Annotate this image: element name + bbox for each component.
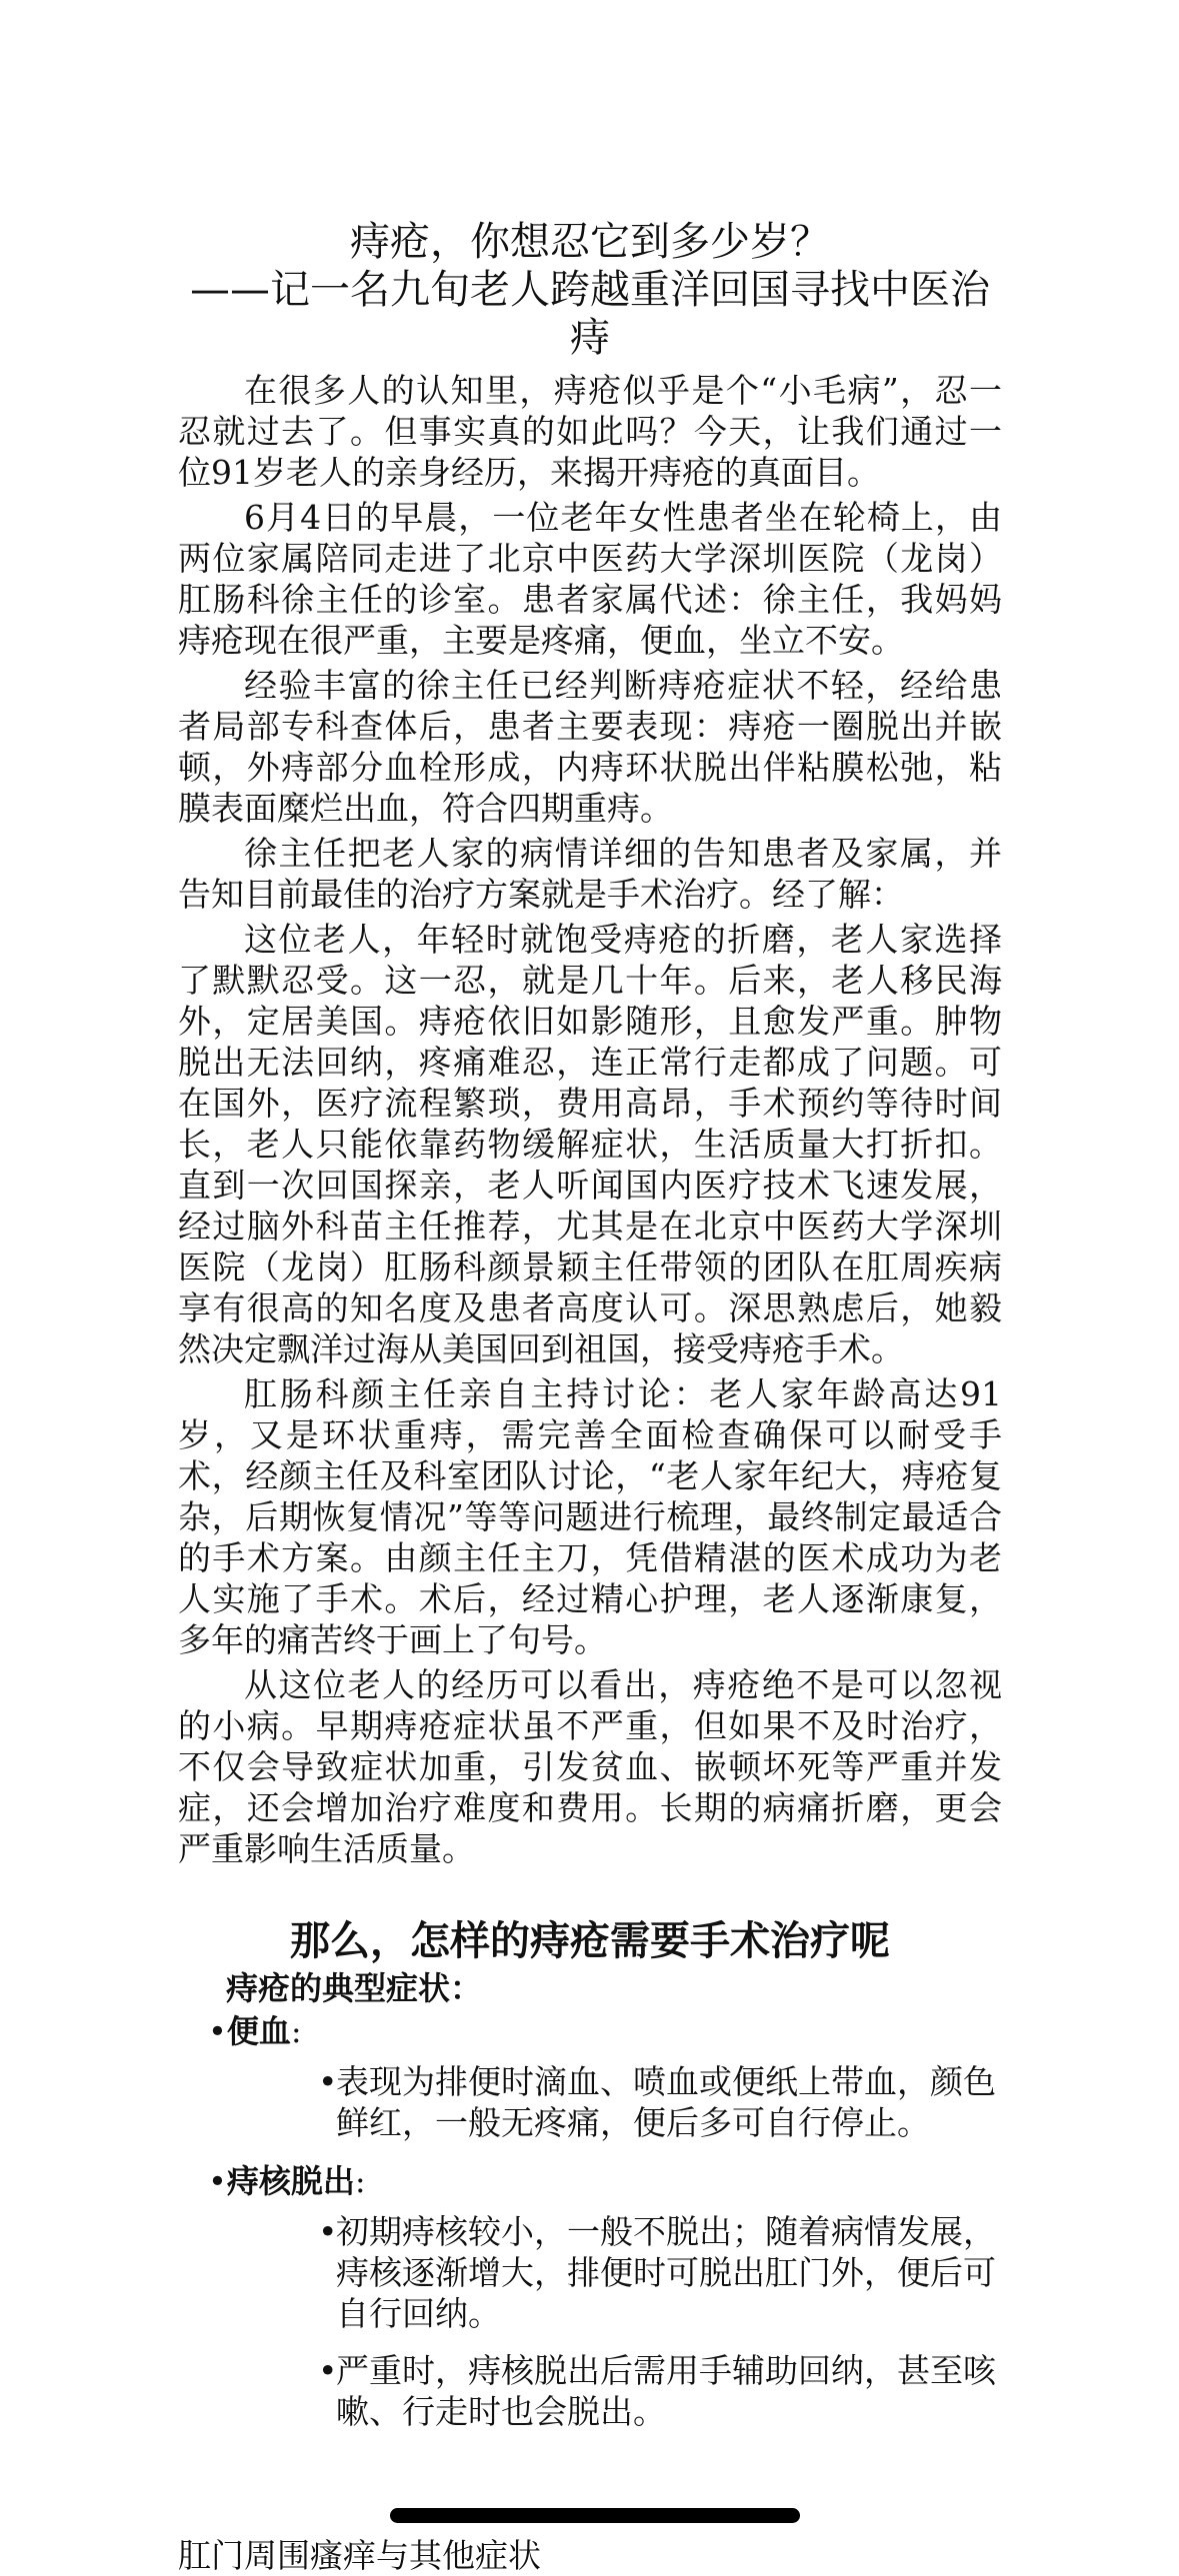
paragraph-7: 从这位老人的经历可以看出，痔疮绝不是可以忽视的小病。早期痔疮症状虽不严重，但如果不及时治疗，不仅会导致症状加重，引发贫血、嵌顿坏死等严重并发症，还会增加治疗难度和费用。长期的病痛折磨，更会严重影响生活质量。 [178, 1665, 1002, 1868]
sub-bullet-marker: • [318, 2212, 338, 2251]
sub-item [318, 2211, 1002, 2334]
bullet-prolapse [208, 2159, 1002, 2432]
bullet-label-prolapse: 痔核脱出 [226, 2162, 355, 2200]
sub-item-text: 表现为排便时滴血、喷血或便纸上带血，颜色鲜红，一般无疼痛，便后多可自行停止。 [336, 2062, 996, 2142]
home-indicator[interactable] [390, 2508, 800, 2523]
section-heading: 那么，怎样的痔疮需要手术治疗呢 [290, 1918, 890, 1964]
sub-item [318, 2061, 1002, 2143]
paragraph-3: 经验丰富的徐主任已经判断痔疮症状不轻，经给患者局部专科查体后，患者主要表现：痔疮一圈脱出并嵌顿，外痔部分血栓形成，内痔环状脱出伴粘膜松弛，粘膜表面糜烂出血，符合四期重痔。 [178, 666, 1002, 828]
bullet-label-blood: 便血 [226, 2012, 291, 2050]
bullet-colon: : [290, 2012, 302, 2050]
article-title: 痔疮，你想忍它到多少岁？ [350, 219, 830, 265]
article-subtitle: ——记一名九旬老人跨越重洋回国寻找中医治痔 [190, 267, 990, 361]
sub-list-prolapse [208, 2211, 1002, 2432]
sub-list-blood [208, 2061, 1002, 2143]
sub-item-text: 严重时，痔核脱出后需用手辅助回纳，甚至咳嗽、行走时也会脱出。 [336, 2351, 996, 2431]
paragraph-1: 在很多人的认知里，痔疮似乎是个“小毛病”，忍一忍就过去了。但事实真的如此吗？今天，让我们通过一位91岁老人的亲身经历，来揭开痔疮的真面目。 [178, 371, 1002, 492]
paragraph-6: 肛肠科颜主任亲自主持讨论：老人家年龄高达91岁，又是环状重痔，需完善全面检查确保可以耐受手术，经颜主任及科室团队讨论，“老人家年纪大，痔疮复杂，后期恢复情况”等等问题进行梳理，最终制定最适合的手术方案。由颜主任主刀，凭借精湛的医术成功为老人实施了手术。术后，经过精心护理，老人逐渐康复，多年的痛苦终于画上了句号。 [178, 1374, 1002, 1659]
bullet-marker: • [208, 2162, 227, 2200]
sub-bullet-marker: • [318, 2062, 338, 2101]
cut-off-text-line: 肛门周围瘙痒与其他症状 [178, 2536, 541, 2575]
sub-bullet-marker: • [318, 2351, 338, 2390]
bullet-blood-in-stool [208, 2009, 1002, 2143]
bullet-marker: • [208, 2012, 227, 2050]
sub-item-text: 初期痔核较小，一般不脱出；随着病情发展，痔核逐渐增大，排便时可脱出肛门外，便后可自行回纳。 [336, 2212, 996, 2333]
paragraph-2: 6月4日的早晨，一位老年女性患者坐在轮椅上，由两位家属陪同走进了北京中医药大学深圳医院（龙岗）肛肠科徐主任的诊室。患者家属代述：徐主任，我妈妈痔疮现在很严重，主要是疼痛，便血，坐立不安。 [178, 498, 1002, 660]
symptoms-heading: 痔疮的典型症状： [226, 1969, 483, 2007]
bullet-colon: : [354, 2162, 366, 2200]
paragraph-5: 这位老人，年轻时就饱受痔疮的折磨，老人家选择了默默忍受。这一忍，就是几十年。后来，老人移民海外，定居美国。痔疮依旧如影随形，且愈发严重。肿物脱出无法回纳，疼痛难忍，连正常行走都成了问题。可在国外，医疗流程繁琐，费用高昂，手术预约等待时间长，老人只能依靠药物缓解症状，生活质量大打折扣。直到一次回国探亲，老人听闻国内医疗技术飞速发展，经过脑外科苗主任推荐，尤其是在北京中医药大学深圳医院（龙岗）肛肠科颜景颖主任带领的团队在肛周疾病享有很高的知名度及患者高度认可。深思熟虑后，她毅然决定飘洋过海从美国回到祖国，接受痔疮手术。 [178, 920, 1002, 1368]
article [178, 218, 1002, 2448]
paragraph-4: 徐主任把老人家的病情详细的告知患者及家属，并告知目前最佳的治疗方案就是手术治疗。经了解： [178, 834, 1002, 914]
sub-item [318, 2350, 1002, 2432]
